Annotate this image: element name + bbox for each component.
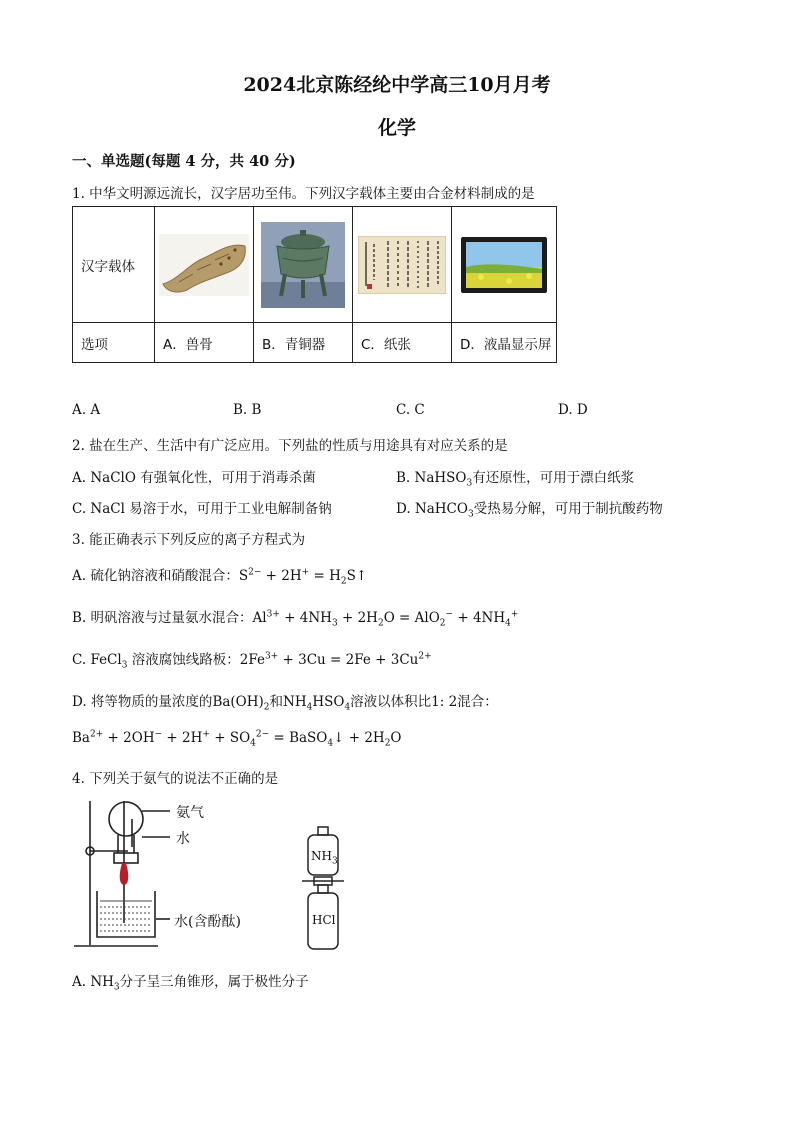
table-row-label: 选项 — [73, 323, 155, 363]
label-hcl-bottle: HCl — [312, 913, 336, 927]
exam-title: 2024北京陈经纶中学高三10月月考 — [243, 74, 551, 96]
q3-choice-d[interactable]: D. 将等物质的量浓度的$Ba(OH)_2$和$NH_4HSO_4$溶液以体积比1: 2混合： — [72, 694, 498, 713]
q2-stem: 2. 盐在生产、生活中有广泛应用。下列盐的性质与用途具有对应关系的是 — [72, 438, 508, 454]
q4-choice-a[interactable]: A. $NH_3$分子呈三角锥形，属于极性分子 — [72, 974, 309, 993]
q1-choice-c[interactable]: C. C — [396, 402, 425, 418]
q1-table — [72, 206, 557, 363]
label-water: 水 — [176, 831, 190, 847]
lcd-screen-icon — [461, 237, 547, 293]
table-item-b: B．青铜器 — [254, 323, 353, 363]
image-lcd-screen — [452, 207, 557, 323]
q3-choice-c[interactable]: C. FeCl$_3$ 溶液腐蚀线路板：$2Fe^{3+} + 3Cu = 2Fe + 3Cu^{2+}$ — [72, 651, 432, 671]
equation-d: $Ba^{2+} + 2OH^- + 2H^+ + SO_4^{2-}$ = BaSO$_4$↓ + $2H_2O$ — [72, 729, 402, 749]
label-ammonia: 氨气 — [176, 805, 204, 821]
equation-c: $2Fe^{3+} + 3Cu = 2Fe + 3Cu^{2+}$ — [239, 651, 432, 668]
image-animal-bone — [155, 207, 254, 323]
q1-stem: 1. 中华文明源远流长，汉字居功至伟。下列汉字载体主要由合金材料制成的是 — [72, 186, 535, 202]
q2-choice-d[interactable]: D. NaHCO$_3$受热易分解，可用于制抗酸药物 — [396, 501, 663, 520]
table-item-d: D．液晶显示屏 — [452, 323, 557, 363]
q1-choice-d[interactable]: D. D — [558, 402, 588, 418]
formula-baoh2: $Ba(OH)_2$ — [212, 694, 270, 713]
formula-nh4hso4: $NH_4HSO_4$ — [283, 694, 351, 713]
label-nh3-bottle: $NH_3$ — [311, 849, 338, 867]
label-water-phenolphthalein: 水(含酚酞) — [174, 914, 241, 930]
red-liquid-icon — [120, 863, 129, 885]
q2-choice-a[interactable]: A. NaClO 有强氧化性，可用于消毒杀菌 — [72, 470, 316, 486]
q4-stem: 4. 下列关于氨气的说法不正确的是 — [72, 771, 279, 787]
q3-stem: 3. 能正确表示下列反应的离子方程式为 — [72, 532, 306, 548]
q3-choice-b[interactable]: B. 明矾溶液与过量氨水混合：$Al^{3+} + 4NH_3 + 2H_2O = AlO_2^- + 4NH_4^+$ — [72, 609, 519, 629]
bronze-vessel-icon — [261, 222, 345, 308]
q2-choice-b[interactable]: B. NaHSO$_3$有还原性，可用于漂白纸浆 — [396, 470, 635, 489]
formula-fecl3: FeCl$_3$ — [90, 652, 128, 671]
table-item-a: A．兽骨 — [155, 323, 254, 363]
calligraphy-paper-icon — [358, 236, 446, 294]
equation-b: $Al^{3+} + 4NH_3 + 2H_2O = AlO_2^- + 4NH_4^+$ — [252, 609, 519, 629]
q1-choice-b[interactable]: B. B — [233, 402, 262, 418]
q2-choice-c[interactable]: C. NaCl 易溶于水，可用于工业电解制备钠 — [72, 501, 332, 517]
table-row-label: 汉字载体 — [73, 207, 155, 323]
q1-choice-a[interactable]: A. A — [72, 402, 101, 418]
bone-icon — [159, 234, 249, 296]
image-paper — [353, 207, 452, 323]
fountain-apparatus — [66, 797, 366, 961]
subject-title: 化学 — [377, 117, 416, 139]
image-bronze-ware — [254, 207, 353, 323]
table-item-c: C．纸张 — [353, 323, 452, 363]
q3-choice-a[interactable]: A. 硫化钠溶液和硝酸混合：$S^{2-} + 2H^+$ = $H_2S↑$ — [72, 567, 368, 587]
section-heading: 一、单选题(每题 4 分，共 40 分) — [72, 153, 296, 170]
equation-a: $S^{2-} + 2H^+$ = $H_2S↑$ — [238, 567, 368, 587]
